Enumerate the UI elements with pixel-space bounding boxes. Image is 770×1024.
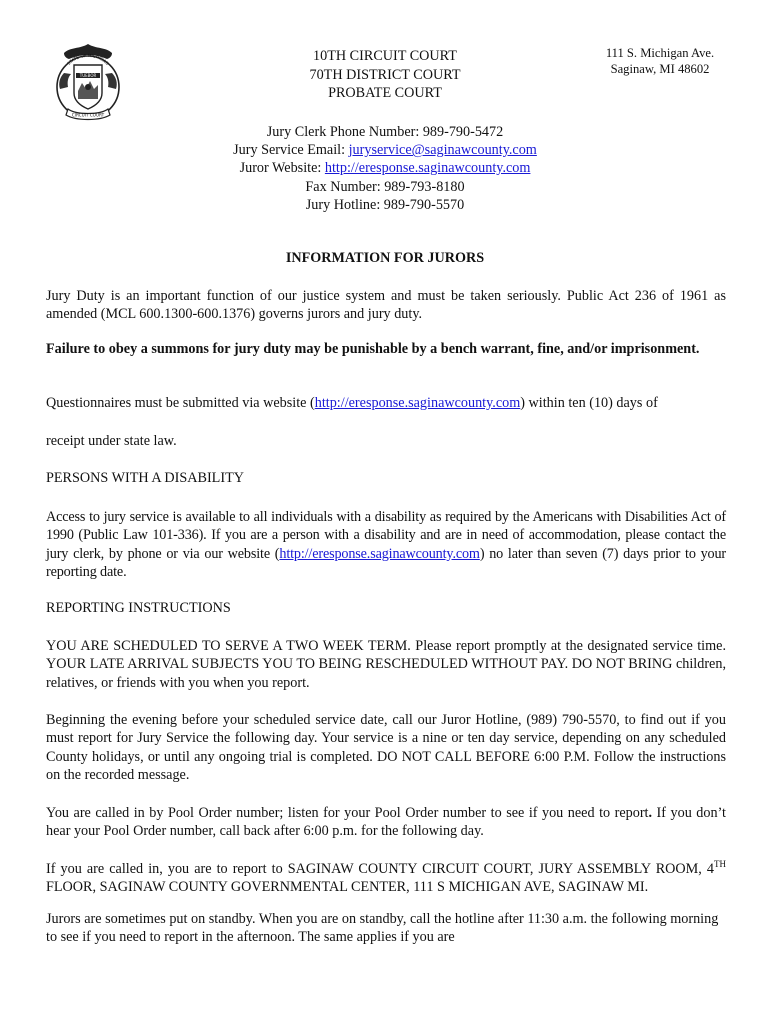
jury-service-email-link[interactable]: juryservice@saginawcounty.com bbox=[348, 142, 537, 159]
court-address bbox=[585, 46, 735, 77]
juror-website-link[interactable]: http://eresponse.saginawcounty.com bbox=[324, 160, 531, 177]
disability-website-link[interactable]: http://eresponse.saginawcounty.com bbox=[279, 545, 480, 562]
paragraph-two-week-term: YOU ARE SCHEDULED TO SERVE A TWO WEEK TERM. Please report promptly at the designated service time. YOUR LATE ARRIVAL SUBJECTS YOU TO BEING RESCHEDULED WITHOUT PAY. DO NOT BRING children, relatives, or friends with you when you report. bbox=[46, 638, 726, 691]
address-line-2: Saginaw, MI 48602 bbox=[610, 61, 710, 76]
fax-number: Fax Number: 989-793-8180 bbox=[305, 178, 465, 195]
jury-service-email-line: Jury Service Email: juryservice@saginawcounty.com bbox=[233, 142, 537, 159]
paragraph-pool-order: You are called in by Pool Order number; listen for your Pool Order number to see if you need to report. If you don’t hear your Pool Order number, call back after 6:00 p.m. for the following day. bbox=[46, 805, 726, 840]
court-line-1: 10TH CIRCUIT COURT bbox=[313, 48, 457, 64]
contact-block bbox=[0, 123, 770, 214]
paragraph-questionnaires: Questionnaires must be submitted via website (http://eresponse.saginawcounty.com) within ten (10) days of bbox=[46, 395, 658, 411]
court-line-3: PROBATE COURT bbox=[328, 85, 442, 101]
jury-clerk-phone: Jury Clerk Phone Number: 989-790-5472 bbox=[266, 124, 504, 140]
jury-hotline: Jury Hotline: 989-790-5570 bbox=[305, 196, 465, 213]
paragraph-standby: Jurors are sometimes put on standby. When you are on standby, call the hotline after 11:30 a.m. the following morning to see if you need to report in the afternoon. The same applies if you are bbox=[46, 911, 719, 946]
paragraph-questionnaires-cont: receipt under state law. bbox=[46, 433, 177, 449]
paragraph-hotline-instructions: Beginning the evening before your scheduled service date, call our Juror Hotline, (989) 790-5570, to find out if you must report for Jury Service the following day. Your service is a nine or ten day service, depending on any scheduled County holidays, or until any ongoing trial is completed. DO NOT CALL BEFORE 6:00 P.M. Follow the instructions on the recorded message. bbox=[46, 712, 726, 784]
questionnaire-website-link[interactable]: http://eresponse.saginawcounty.com bbox=[314, 395, 521, 411]
juror-website-line: Juror Website: http://eresponse.saginawcounty.com bbox=[239, 160, 531, 177]
address-line-1: 111 S. Michigan Ave. bbox=[605, 46, 715, 60]
svg-text:TUEBOR: TUEBOR bbox=[79, 73, 97, 78]
document-title: INFORMATION FOR JURORS bbox=[285, 250, 485, 266]
court-line-2: 70TH DISTRICT COURT bbox=[309, 66, 461, 83]
svg-text:CIRCUIT COURT: CIRCUIT COURT bbox=[71, 112, 105, 118]
paragraph-report-location: If you are called in, you are to report to SAGINAW COUNTY CIRCUIT COURT, JURY ASSEMBLY ROOM, 4TH FLOOR, SAGINAW COUNTY GOVERNMENTAL CENTER, 111 S MICHIGAN AVE, SAGINAW MI. bbox=[46, 859, 726, 896]
heading-reporting: REPORTING INSTRUCTIONS bbox=[46, 600, 231, 616]
paragraph-jury-duty: Jury Duty is an important function of our justice system and must be taken seriously. Public Act 236 of 1961 as amended (MCL 600.1300-600.1376) governs jurors and jury duty. bbox=[46, 288, 726, 323]
paragraph-disability: Access to jury service is available to all individuals with a disability as required by the Americans with Disabilities Act of 1990 (Public Law 101-336). If you are a person with a disability and are in need of accommodation, please contact the jury clerk, by phone or via our website (http://eresponse.saginawcounty.com) no later than seven (7) days prior to your reporting date. bbox=[46, 509, 726, 581]
heading-disability: PERSONS WITH A DISABILITY bbox=[46, 470, 244, 486]
paragraph-failure-warning: Failure to obey a summons for jury duty may be punishable by a bench warrant, fine, and/or imprisonment. bbox=[46, 341, 700, 357]
svg-text:STATE OF MICHIGAN: STATE OF MICHIGAN bbox=[66, 52, 110, 67]
